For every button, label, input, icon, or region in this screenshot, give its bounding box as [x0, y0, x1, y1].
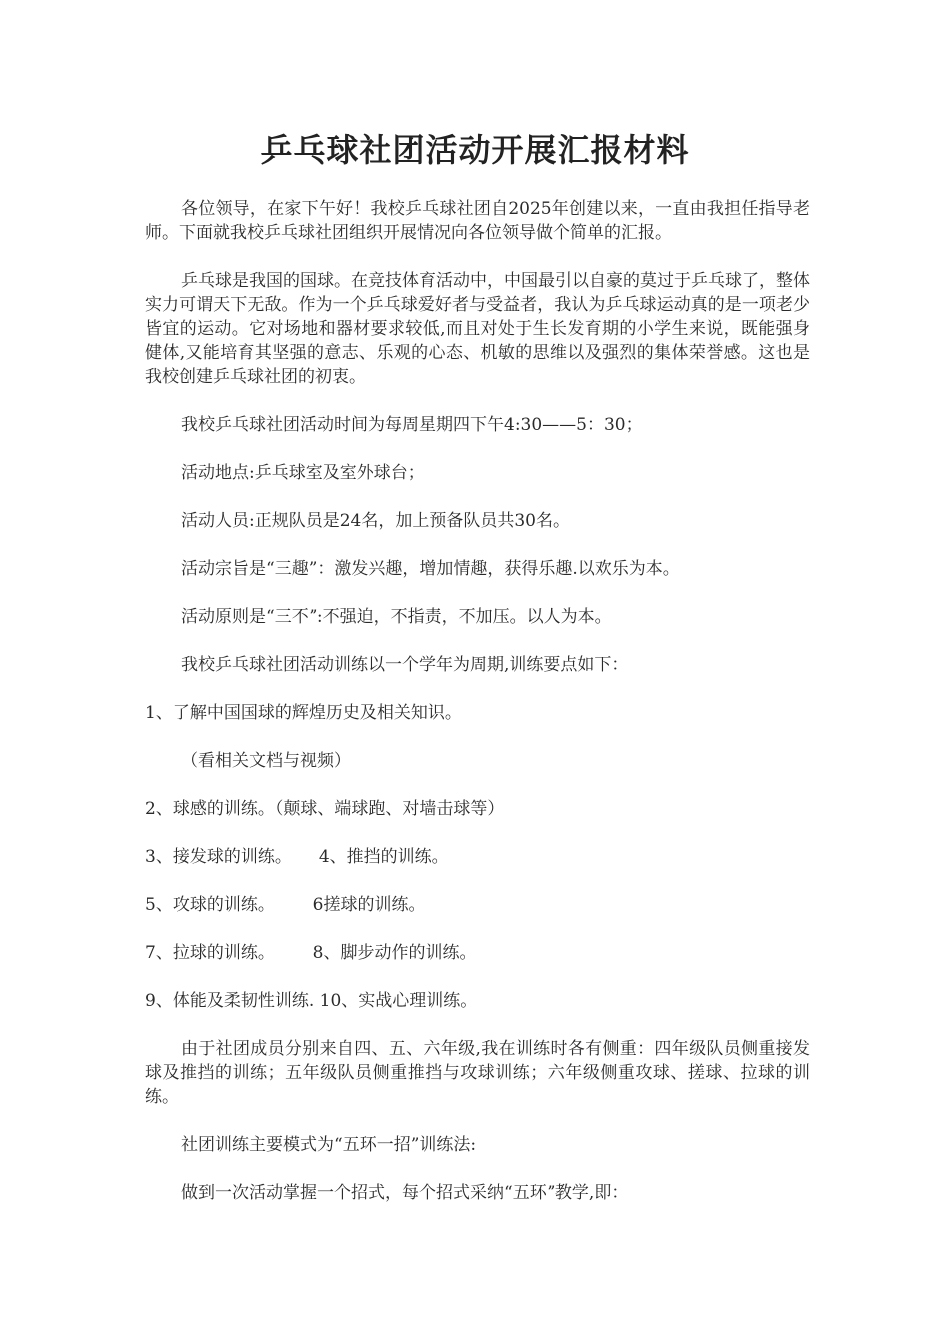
list-item: 5、攻球的训练。 6搓球的训练。	[145, 895, 426, 915]
paragraph-activity-location: 活动地点:乒乓球室及室外球台；	[181, 463, 425, 483]
list-item: 7、拉球的训练。 8、脚步动作的训练。	[145, 943, 477, 963]
paragraph-training-mode: 社团训练主要模式为“五环一招”训练法:	[181, 1135, 477, 1155]
document-body	[145, 197, 810, 1205]
list-item: 1、了解中国国球的辉煌历史及相关知识。	[145, 703, 462, 723]
list-item-note: （看相关文档与视频）	[181, 751, 351, 771]
paragraph-activity-time: 我校乒乓球社团活动时间为每周星期四下午4:30——5：30；	[181, 415, 643, 435]
document-title: 乒乓球社团活动开展汇报材料	[260, 131, 690, 169]
paragraph-grade-focus: 由于社团成员分别来自四、五、六年级,我在训练时各有侧重：四年级队员侧重接发球及推挡的训练；五年级队员侧重推挡与攻球训练；六年级侧重攻球、搓球、拉球的训练。	[145, 1039, 810, 1107]
paragraph-activity-purpose: 活动宗旨是“三趣”：激发兴趣，增加情趣，获得乐趣.以欢乐为本。	[181, 559, 680, 579]
list-item: 9、体能及柔韧性训练. 10、实战心理训练。	[145, 991, 478, 1011]
list-item: 3、接发球的训练。 4、推挡的训练。	[145, 847, 449, 867]
paragraph-background: 乒乓球是我国的国球。在竞技体育活动中，中国最引以自豪的莫过于乒乓球了，整体实力可谓天下无敌。作为一个乒乓球爱好者与受益者，我认为乒乓球运动真的是一项老少皆宜的运动。它对场地和器材要求较低,而且对处于生长发育期的小学生来说，既能强身健体,又能培育其坚强的意志、乐观的心态、机敏的思维以及强烈的集体荣誉感。这也是我校创建乒乓球社团的初衷。	[145, 271, 810, 387]
paragraph-activity-principle: 活动原则是“三不ˮ:不强迫，不指责，不加压。以人为本。	[181, 607, 612, 627]
list-item: 2、球感的训练。（颠球、端球跑、对墙击球等）	[145, 799, 505, 819]
paragraph-teaching-method: 做到一次活动掌握一个招式，每个招式采纳“五环ˮ教学,即：	[181, 1183, 629, 1203]
paragraph-activity-members: 活动人员:正规队员是24名，加上预备队员共30名。	[181, 511, 570, 531]
paragraph-intro: 各位领导，在家下午好！我校乒乓球社团自2025年创建以来，一直由我担任指导老师。下面就我校乒乓球社团组织开展情况向各位领导做个简单的汇报。	[145, 199, 810, 243]
paragraph-training-cycle: 我校乒乓球社团活动训练以一个学年为周期,训练要点如下：	[181, 655, 629, 675]
